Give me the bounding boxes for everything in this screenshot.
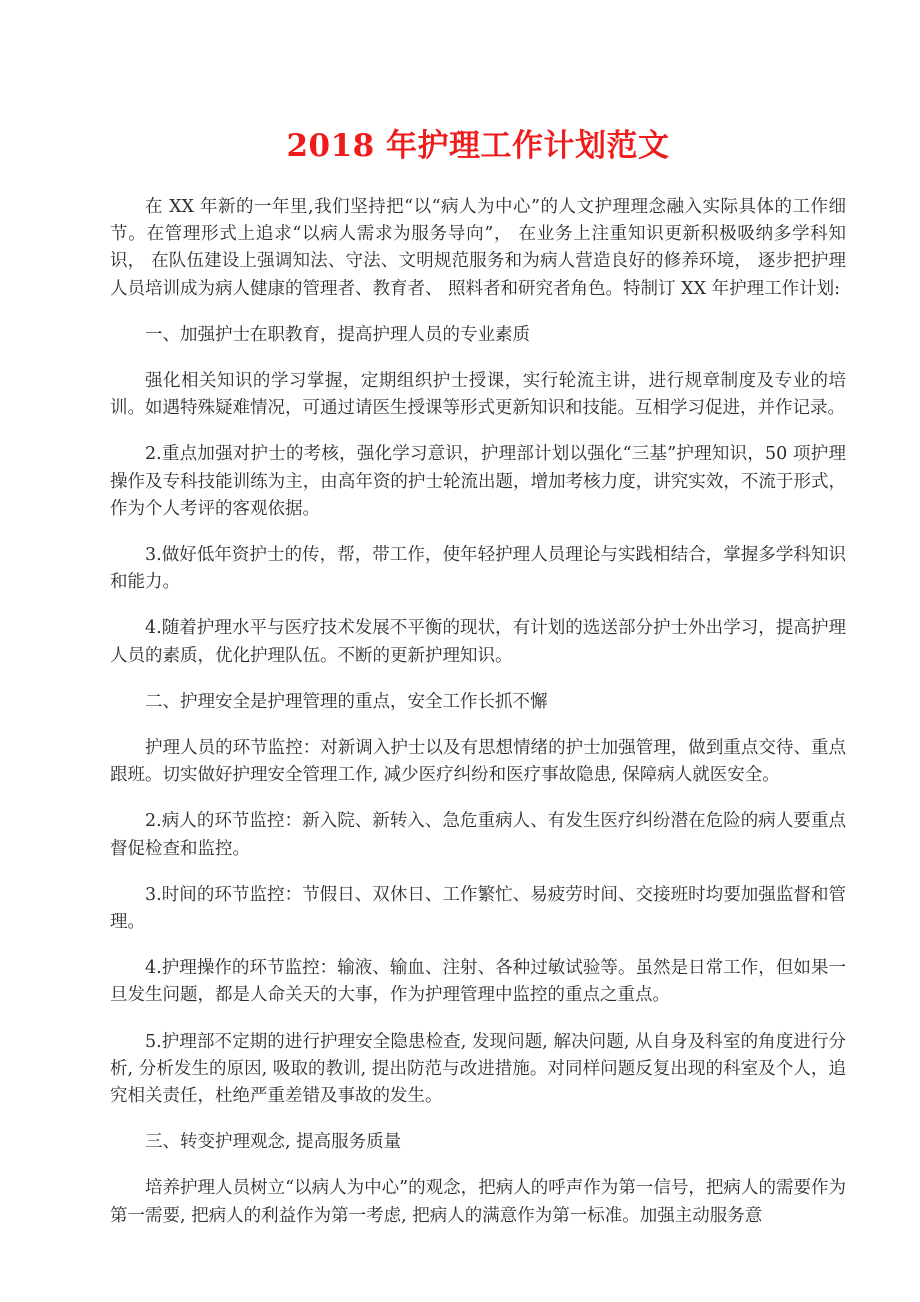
section-heading-two: 二、护理安全是护理管理的重点，安全工作长抓不懈 bbox=[145, 691, 548, 712]
section-heading-one: 一、加强护士在职教育，提高护理人员的专业素质 bbox=[145, 324, 530, 345]
paragraph-1-3: 3.做好低年资护士的传，帮，带工作，使年轻护理人员理论与实践相结合，掌握多学科知识和能力。 bbox=[110, 545, 846, 593]
document-content bbox=[110, 0, 846, 1230]
document-body bbox=[110, 194, 846, 1230]
paragraph-1-4: 4.随着护理水平与医疗技术发展不平衡的现状，有计划的选送部分护士外出学习，提高护理人员的素质，优化护理队伍。不断的更新护理知识。 bbox=[110, 618, 846, 666]
paragraph-intro: 在 XX 年新的一年里,我们坚持把“以“病人为中心”的人文护理理念融入实际具体的工作细节。在管理形式上追求“以病人需求为服务导向”， 在业务上注重知识更新积极吸纳多学科知识， 在队伍建设上强调知法、守法、文明规范服务和为病人营造良好的修养环境， 逐步把护理人员培训成为病人健康的管理者、教育者、 照料者和研究者角色。特制订 XX 年护理工作计划: bbox=[110, 197, 846, 299]
paragraph-2-3: 3.时间的环节监控：节假日、双休日、工作繁忙、易疲劳时间、交接班时均要加强监督和管理。 bbox=[110, 884, 846, 933]
paragraph-3-1: 培养护理人员树立“以病人为中心”的观念，把病人的呼声作为第一信号，把病人的需要作为第一需要, 把病人的利益作为第一考虑, 把病人的满意作为第一标准。加强主动服务意 bbox=[110, 1178, 846, 1226]
document-title: 2018 年护理工作计划范文 bbox=[286, 128, 670, 164]
paragraph-1-2: 2.重点加强对护士的考核，强化学习意识，护理部计划以强化“三基”护理知识，50 项护理操作及专科技能训练为主，由高年资的护士轮流出题，增加考核力度，讲究实效，不流于形式，作为个人考评的客观依据。 bbox=[110, 444, 846, 519]
paragraph-2-5: 5.护理部不定期的进行护理安全隐患检查, 发现问题, 解决问题, 从自身及科室的角度进行分析, 分析发生的原因, 吸取的教训, 提出防范与改进措施。对同样问题反复出现的科室及个人，追究相关责任，杜绝严重差错及事故的发生。 bbox=[110, 1031, 846, 1107]
section-heading-three: 三、转变护理观念, 提高服务质量 bbox=[145, 1132, 402, 1153]
paragraph-2-1: 护理人员的环节监控：对新调入护士以及有思想情绪的护士加强管理，做到重点交待、重点跟班。切实做好护理安全管理工作, 减少医疗纠纷和医疗事故隐患, 保障病人就医安全。 bbox=[110, 738, 846, 786]
paragraph-1-1: 强化相关知识的学习掌握，定期组织护士授课，实行轮流主讲，进行规章制度及专业的培训。如遇特殊疑难情况，可通过请医生授课等形式更新知识和技能。互相学习促进，并作记录。 bbox=[110, 371, 846, 419]
page-left-margin-rule bbox=[0, 0, 2, 1302]
paragraph-2-4: 4.护理操作的环节监控：输液、输血、注射、各种过敏试验等。虽然是日常工作，但如果一旦发生问题，都是人命关天的大事，作为护理管理中监控的重点之重点。 bbox=[110, 958, 846, 1006]
paragraph-2-2: 2.病人的环节监控：新入院、新转入、急危重病人、有发生医疗纠纷潜在危险的病人要重点督促检查和监控。 bbox=[110, 811, 846, 859]
